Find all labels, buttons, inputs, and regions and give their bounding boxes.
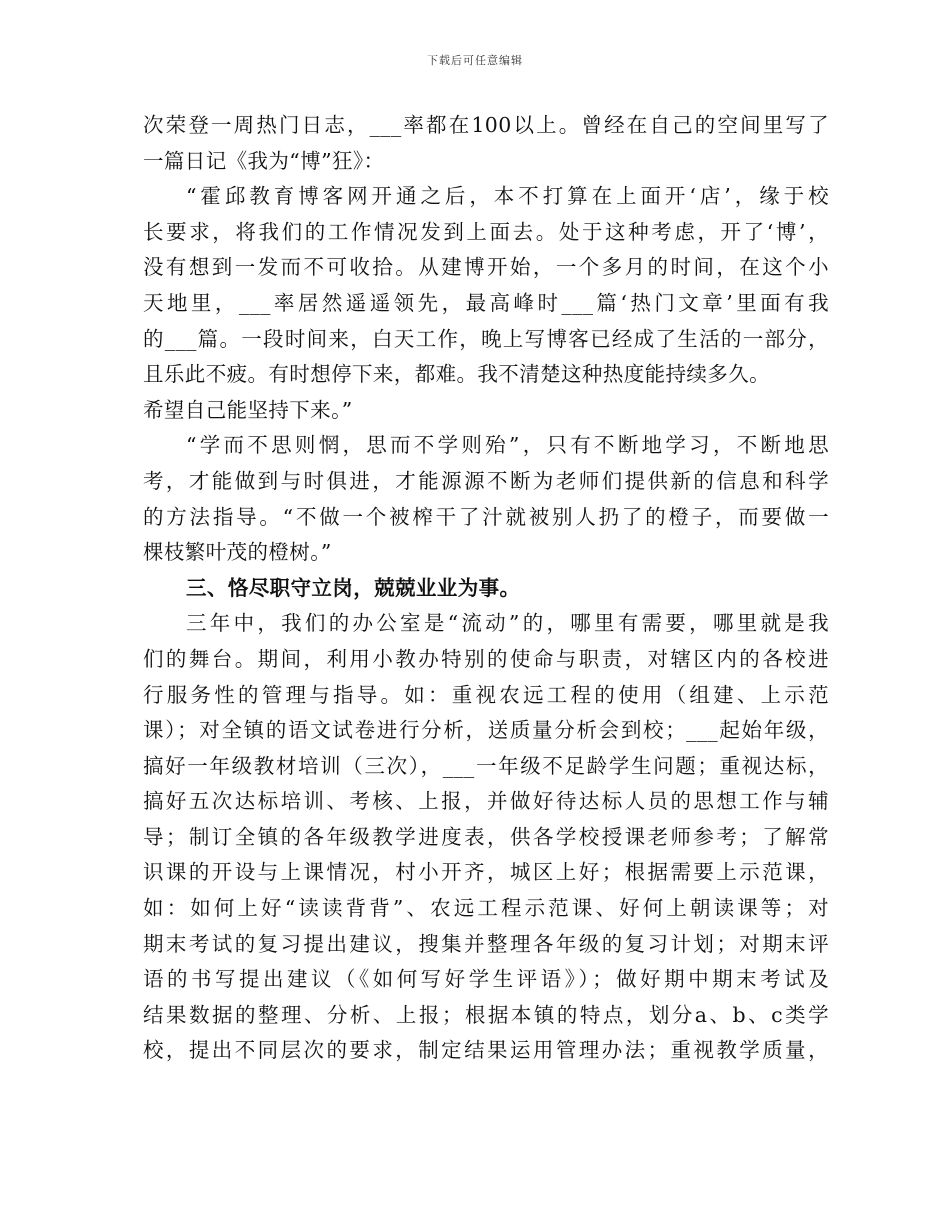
paragraph-line: 且乐此不疲。有时想停下来，都难。我不清楚这种热度能持续多久。 [143, 362, 770, 387]
paragraph-line: 棵枝繁叶茂的橙树。” [143, 540, 332, 565]
paragraph-line: 的___篇。一段时间来，白天工作，晚上写博客已经成了生活的一部分， [143, 326, 829, 351]
paragraph-line: 天地里，___率居然遥遥领先，最高峰时___篇‘热门文章’里面有我 [143, 290, 829, 315]
page-header: 下载后可任意编辑 [427, 54, 523, 67]
paragraph-line: 考，才能做到与时俱进，才能源源不断为老师们提供新的信息和科学 [143, 468, 829, 493]
paragraph-line: 没有想到一发而不可收拾。从建博开始，一个多月的时间，在这个小 [143, 255, 829, 280]
paragraph-line: 长要求，将我们的工作情况发到上面去。处于这种考虑，开了‘博’， [143, 219, 829, 244]
paragraph-line: 校，提出不同层次的要求，制定结果运用管理办法；重视教学质量， [143, 1038, 829, 1063]
paragraph-line: 的方法指导。“不做一个被榨干了汁就被别人扔了的橙子，而要做一 [143, 504, 829, 529]
paragraph-line: 三年中，我们的办公室是“流动”的，哪里有需要，哪里就是我 [186, 611, 829, 636]
section-heading: 三、恪尽职守立岗，兢兢业业为事。 [186, 575, 521, 600]
paragraph-line: 如：如何上好“读读背背”、农远工程示范课、好何上朝读课等；对 [143, 896, 829, 921]
paragraph-line: 课）；对全镇的语文试卷进行分析，送质量分析会到校；___起始年级， [143, 718, 829, 743]
paragraph-line: 导；制订全镇的各年级教学进度表，供各学校授课老师参考；了解常 [143, 824, 829, 849]
paragraph-line: 搞好五次达标培训、考核、上报，并做好待达标人员的思想工作与辅 [143, 789, 829, 814]
paragraph-line: 语的书写提出建议（《如何写好学生评语》）；做好期中期末考试及 [143, 967, 829, 992]
paragraph-line: 结果数据的整理、分析、上报；根据本镇的特点，划分a、b、c类学 [143, 1002, 829, 1027]
paragraph-line: 一篇日记《我为“博”狂》： [143, 148, 385, 173]
paragraph-line: 搞好一年级教材培训（三次），___一年级不足龄学生问题；重视达标， [143, 753, 829, 778]
paragraph-line: 识课的开设与上课情况，村小开齐，城区上好；根据需要上示范课， [143, 860, 829, 885]
paragraph-line: 行服务性的管理与指导。如：重视农远工程的使用（组建、上示范 [143, 682, 829, 707]
paragraph-line: “霍邱教育博客网开通之后，本不打算在上面开‘店’，缘于校 [186, 184, 829, 209]
paragraph-line: 次荣登一周热门日志，___率都在100以上。曾经在自己的空间里写了 [143, 113, 829, 137]
paragraph-line: 期末考试的复习提出建议，搜集并整理各年级的复习计划；对期末评 [143, 931, 829, 956]
paragraph-line: 们的舞台。期间，利用小教办特别的使命与职责，对辖区内的各校进 [143, 646, 829, 671]
paragraph-line: 希望自己能坚持下来。” [143, 397, 353, 422]
paragraph-line: “学而不思则惘，思而不学则殆”，只有不断地学习，不断地思 [186, 433, 829, 458]
document-body [143, 108, 829, 1069]
